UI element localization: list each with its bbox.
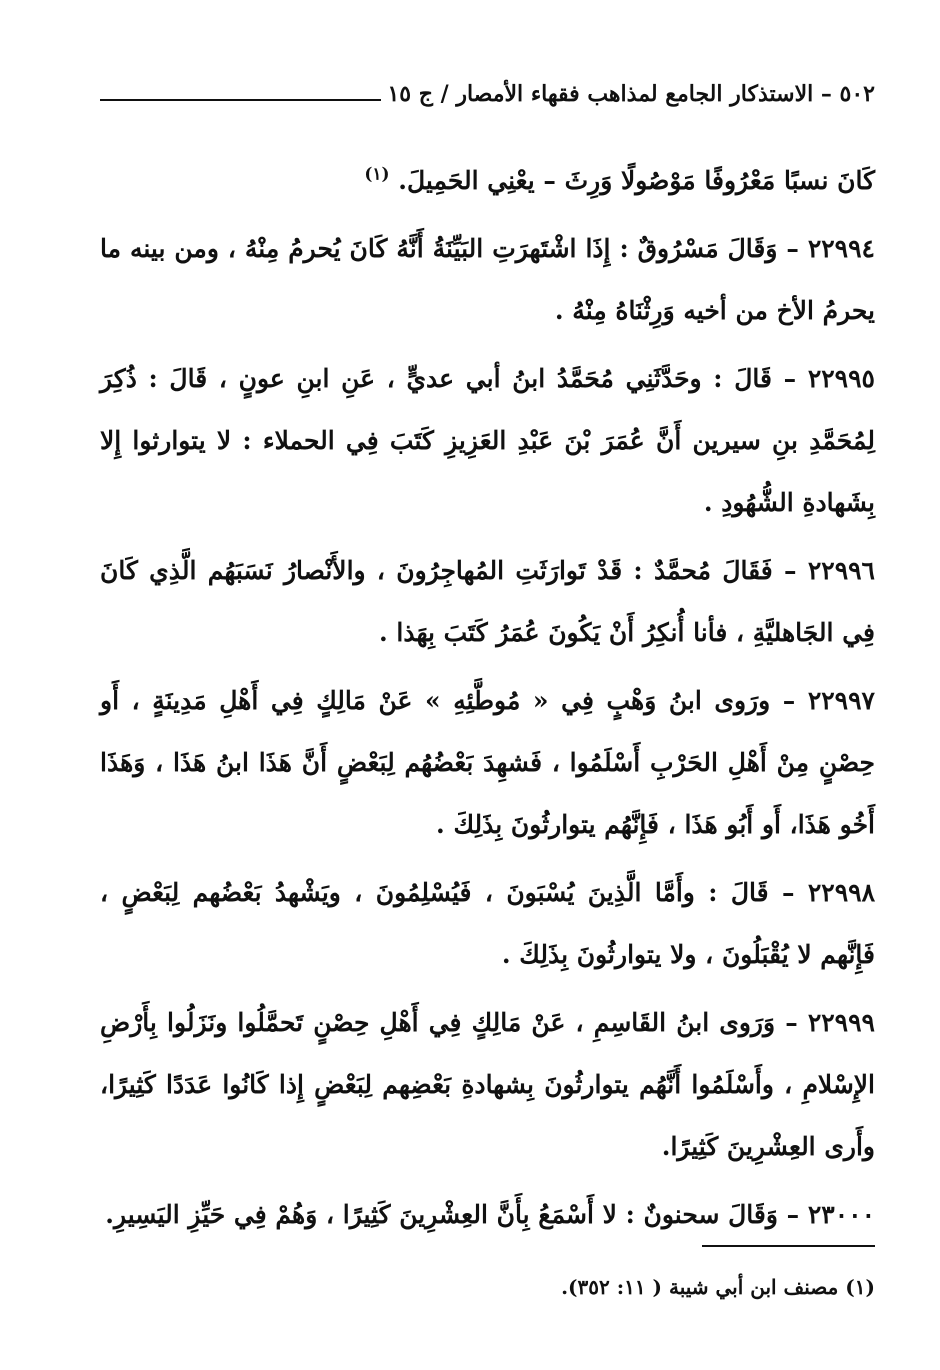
paragraph-22994 — [100, 218, 875, 342]
footnote-separator — [702, 1245, 875, 1247]
paragraph-22995 — [100, 348, 875, 534]
paragraph-text: كَانَ نسبًا مَعْرُوفًا مَوْصُولًا وَرِثَ – يعْنِي الحَمِيلَ. — [398, 166, 875, 195]
footnote-reference: (١) — [364, 164, 390, 185]
paragraph-number: ٢٢٩٩٦ — [807, 556, 875, 585]
paragraph-text: وَرَوى ابنُ القَاسِمِ ، عَنْ مَالِكٍ فِي أَهْلِ حِصْنٍ تَحمَّلُوا ونَزَلُوا بِأَرْضِ الإِسْلامِ ، وأَسْلَمُوا أَنَّهُم يتوارثُونَ بِشهادةِ بَعْضِهم لِبَعْضٍ إِذا كَانُوا عَدَدًا كَثِيرًا، وأَرى العِشْرِينَ كَثِيرًا. — [100, 1008, 875, 1161]
number-dash: – — [786, 234, 799, 263]
number-dash: – — [785, 1008, 798, 1037]
paragraph-number: ٢٢٩٩٤ — [807, 234, 875, 263]
paragraph-text: ورَوى ابنُ وَهْبٍ فِي « مُوطَّئِهِ » عَنْ مَالِكٍ فِي أَهْلِ مَدِينَةٍ ، أَو حِصْنٍ مِنْ أَهْلِ الحَرْبِ أَسْلَمُوا ، فَشهِدَ بَعْضُهُم لِبَعْضٍ أَنَّ هَذَا ابنُ هَذَا ، وَهَذَا أَخُو هَذَا، أَو أَبُو هَذَا ، فَإِنَّهُم يتوارثُونَ بِذَلِكَ . — [100, 686, 875, 839]
paragraph-text: قَالَ : وأَمَّا الَّذِينَ يُسْبَونَ ، فَيُسْلِمُونَ ، ويَشْهدُ بَعْضُهم لِبَعْضٍ ، فَإِنَّهم لا يُقْبَلُونَ ، ولا يتوارثُونَ بِذَلِكَ . — [100, 878, 875, 969]
running-header — [100, 72, 875, 108]
main-text — [100, 150, 875, 1246]
paragraph-continuation — [100, 150, 875, 212]
paragraph-22999 — [100, 992, 875, 1178]
paragraph-22996 — [100, 540, 875, 664]
paragraph-text: قَالَ : وحَدَّثَنِي مُحَمَّدُ ابنُ أبي عديٍّ ، عَنِ ابنِ عونٍ ، قَالَ : ذُكِرَ لِمُحَمَّدِ بنِ سيرين أَنَّ عُمَرَ بْنَ عَبْدِ العَزِيزِ كَتَبَ فِي الحملاء : لا يتوارثوا إِلا بِشَهادةِ الشُّهُودِ . — [100, 364, 875, 517]
paragraph-23000 — [100, 1184, 875, 1246]
paragraph-22997 — [100, 670, 875, 856]
header-rule — [100, 99, 381, 101]
number-dash: – — [784, 556, 797, 585]
footnote — [100, 1272, 875, 1302]
number-dash: – — [781, 878, 795, 907]
paragraph-22998 — [100, 862, 875, 986]
paragraph-text: فَقَالَ مُحمَّدٌ : قَدْ تَوارَثَتِ المُهاجِرُونَ ، والأَنْصارُ نَسَبَهُم الَّذِي كَانَ فِي الجَاهليَّةِ ، فأنا أُنكِرُ أَنْ يَكُونَ عُمَرُ كَتَبَ بِهَذا . — [100, 556, 875, 647]
paragraph-number: ٢٢٩٩٩ — [807, 1008, 875, 1037]
paragraph-number: ٢٢٩٩٧ — [807, 686, 875, 715]
paragraph-number: ٢٢٩٩٥ — [807, 364, 875, 393]
footnote-text: (١) مصنف ابن أبي شيبة ( ١١: ٣٥٢). — [561, 1275, 875, 1299]
paragraph-number: ٢٢٩٩٨ — [807, 878, 875, 907]
paragraph-text: وَقَالَ سحنونٌ : لا أَسْمَعُ بِأَنَّ العِشْرِينَ كَثِيرًا ، وَهُمْ فِي حَيِّزِ اليَسِيرِ. — [105, 1200, 778, 1229]
running-title: ٥٠٢ – الاستذكار الجامع لمذاهب فقهاء الأمصار / ج ١٥ — [387, 81, 875, 107]
number-dash: – — [783, 364, 797, 393]
number-dash: – — [782, 686, 796, 715]
paragraph-number: ٢٣٠٠٠ — [807, 1200, 875, 1229]
number-dash: – — [786, 1200, 800, 1229]
paragraph-text: وَقَالَ مَسْرُوقٌ : إِذَا اشْتَهرَتِ البَيِّنَةُ أَنَّهُ كَانَ يُحرمُ مِنْهُ ، ومن بينه ما يحرمُ الأخ من أخيه وَرِثْنَاهُ مِنْهُ . — [100, 234, 875, 325]
